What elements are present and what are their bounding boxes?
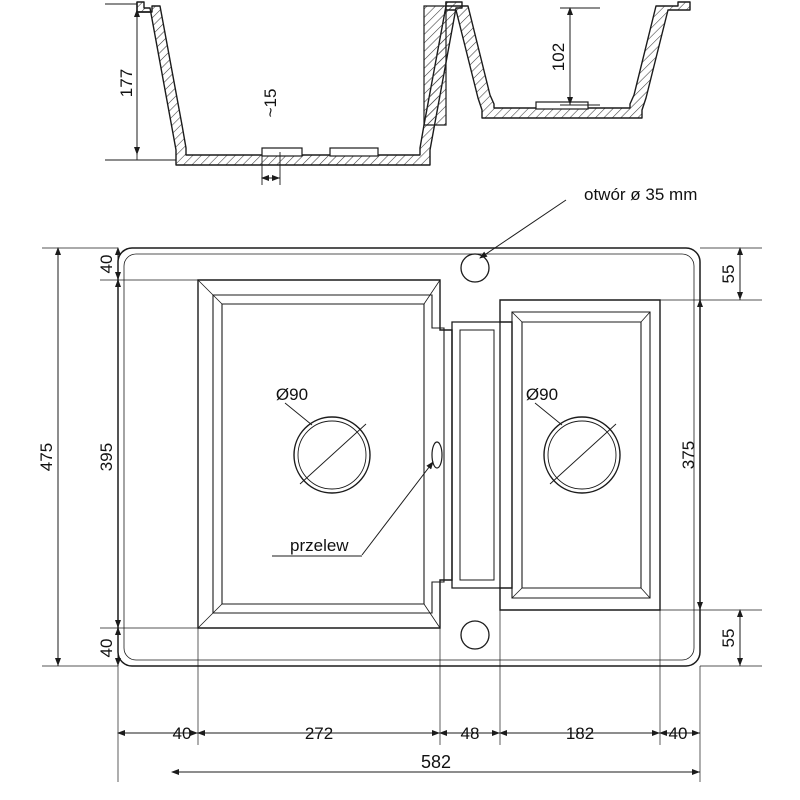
drain-right-label: Ø90 [525, 385, 559, 404]
dimension-thickness-15 [261, 89, 280, 185]
dim-bottom-182: 182 [565, 724, 595, 743]
dim-375-text: 375 [679, 440, 698, 470]
tap-hole-callout: otwór ø 35 mm [584, 185, 698, 204]
dim-bottom-272: 272 [304, 724, 334, 743]
dim-total-582: 582 [420, 752, 452, 772]
dim-475-text: 475 [37, 442, 56, 472]
dim-15-text: ~15 [261, 88, 280, 118]
dimension-height-102 [549, 8, 600, 105]
section-right-basin [446, 2, 690, 118]
dim-left-top-40: 40 [97, 254, 116, 274]
dim-bottom-40-right: 40 [668, 724, 688, 743]
dim-395-text: 395 [97, 442, 116, 472]
drain-left-label: Ø90 [275, 385, 309, 404]
dim-bottom-40-left: 40 [172, 724, 192, 743]
dim-bottom-48: 48 [460, 724, 480, 743]
dim-right-bottom-55: 55 [719, 628, 738, 648]
sink-outline [118, 248, 700, 666]
dim-left-bottom-40: 40 [97, 638, 116, 658]
section-left-basin [137, 2, 462, 165]
dim-102-text: 102 [549, 42, 568, 72]
plan-view [37, 185, 762, 782]
dim-right-top-55: 55 [719, 264, 738, 284]
section-divider [424, 6, 446, 125]
overflow-callout: przelew [290, 536, 349, 555]
section-view [105, 2, 690, 185]
dim-177-text: 177 [117, 68, 136, 98]
